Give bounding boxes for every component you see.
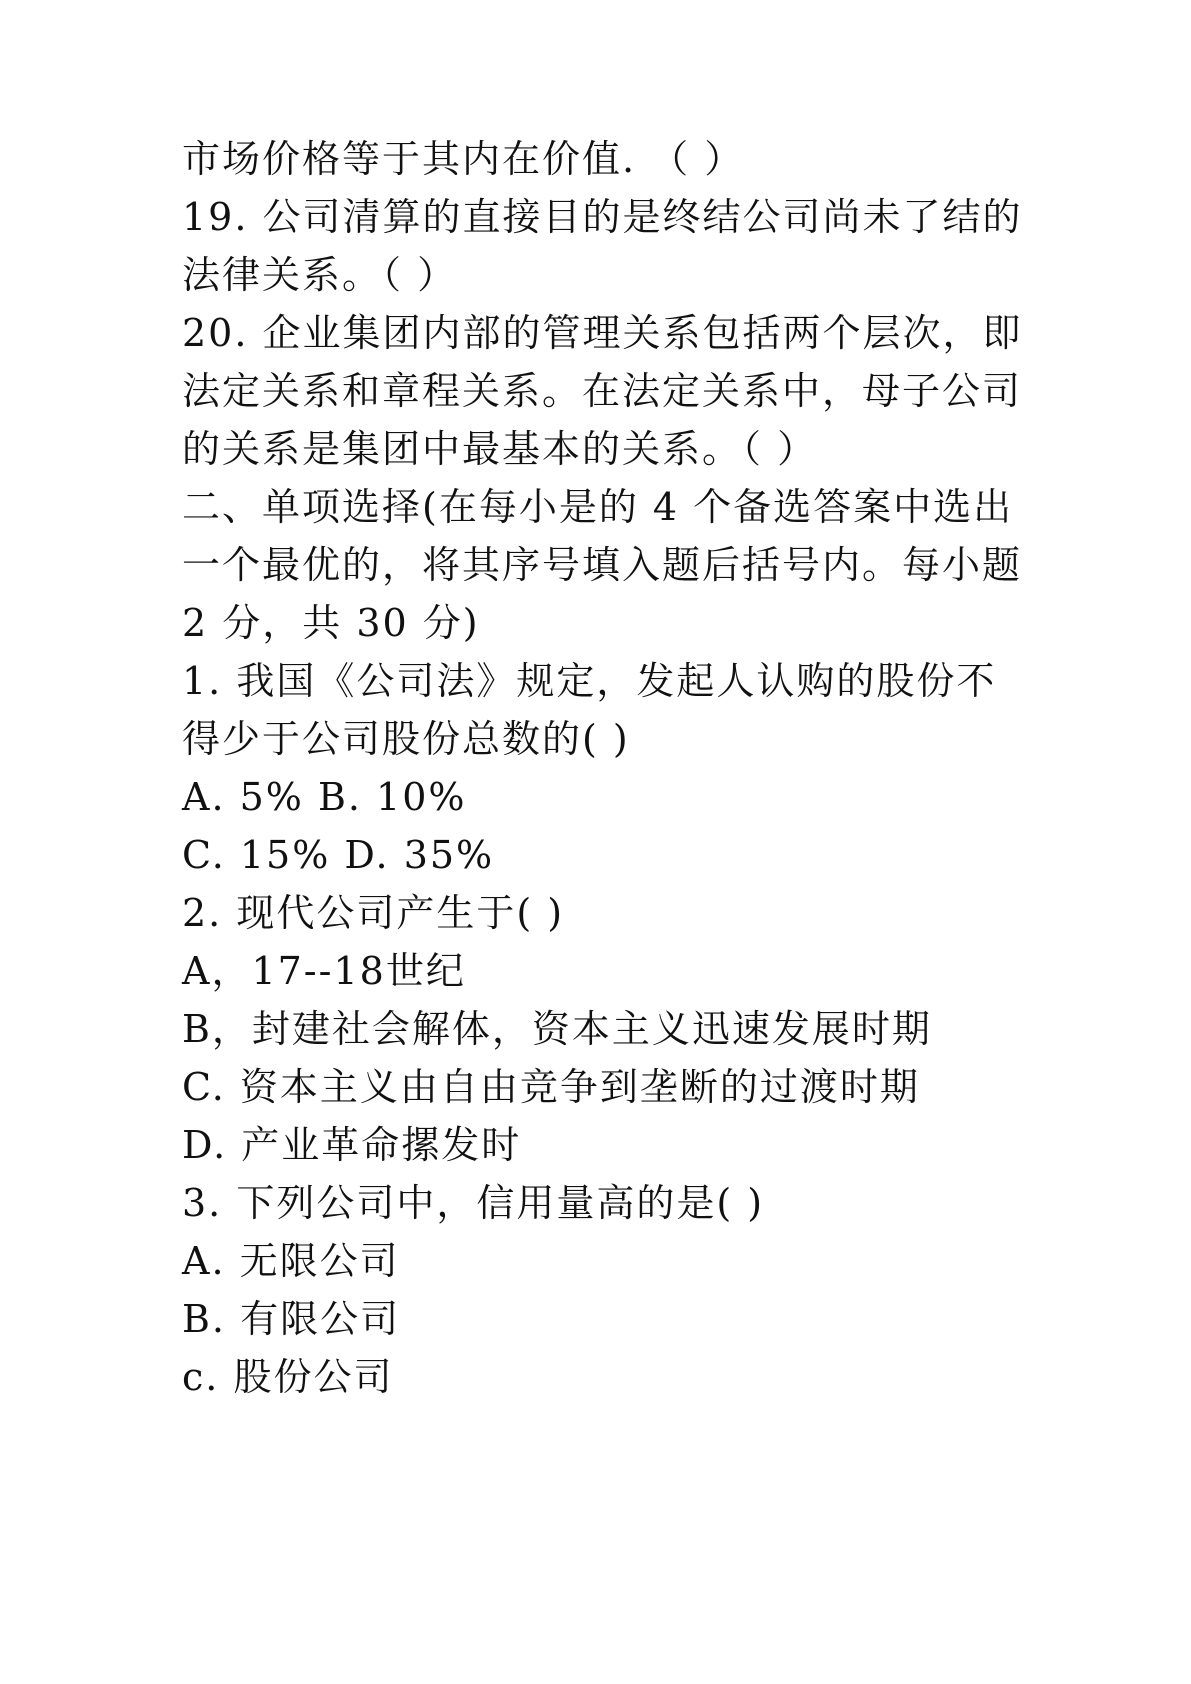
section-heading-line-2: 一个最优的，将其序号填入题后括号内。每小题 [182,543,1023,587]
question-19-line-1: 19. 公司清算的直接目的是终结公司尚未了结的 [182,195,1023,239]
question-2-option-c: C. 资本主义由自由竞争到垄断的过渡时期 [182,1065,920,1109]
question-20-line-3: 的关系是集团中最基本的关系。（ ） [182,427,818,471]
question-3-stem: 3. 下列公司中，信用量高的是( ) [182,1181,765,1225]
section-heading-line-1: 二、单项选择(在每小是的 4 个备选答案中选出 [182,485,1014,529]
question-20-line-2: 法定关系和章程关系。在法定关系中，母子公司 [182,369,1023,413]
question-3-option-c: c. 股份公司 [182,1355,394,1399]
text-line: 市场价格等于其内在价值. （ ） [182,137,745,181]
question-3-option-a: A. 无限公司 [182,1239,400,1283]
section-heading-line-3: 2 分，共 30 分) [182,601,480,645]
question-1-options-ab: A. 5% B. 10% [182,775,467,819]
question-2-option-d: D. 产业革命摞发时 [182,1123,522,1167]
question-19-line-2: 法律关系。（ ） [182,253,458,297]
question-1-line-1: 1. 我国《公司法》规定，发起人认购的股份不 [182,659,997,703]
question-2-option-a: A，17--18世纪 [182,949,466,993]
question-20-line-1: 20. 企业集团内部的管理关系包括两个层次，即 [182,311,1023,355]
question-1-line-2: 得少于公司股份总数的( ) [182,717,630,761]
question-1-options-cd: C. 15% D. 35% [182,833,495,877]
question-2-stem: 2. 现代公司产生于( ) [182,891,565,935]
question-2-option-b: B，封建社会解体，资本主义迅速发展时期 [182,1007,932,1051]
question-3-option-b: B. 有限公司 [182,1297,401,1341]
